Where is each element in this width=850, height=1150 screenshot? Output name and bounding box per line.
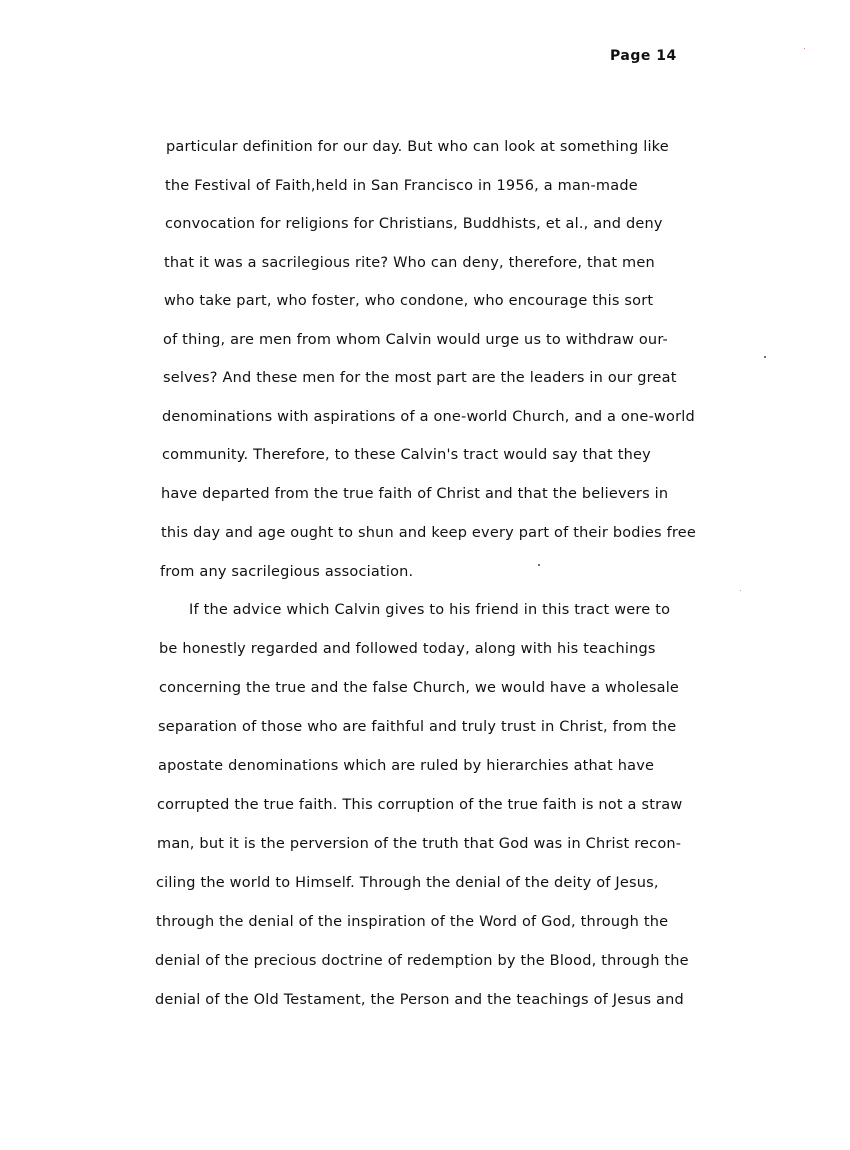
paragraph-2-line-6: corrupted the true faith. This corruption of the true faith is not a straw [157,797,683,813]
scan-speck [740,590,741,591]
paragraph-2-line-1: If the advice which Calvin gives to his friend in this tract were to [189,602,671,618]
paragraph-1-line-2: the Festival of Faith,held in San Francisco in 1956, a man-made [165,178,638,194]
paragraph-1-line-5: who take part, who foster, who condone, who encourage this sort [164,293,654,309]
paragraph-1-line-4: that it was a sacrilegious rite? Who can deny, therefore, that men [164,255,655,271]
paragraph-1-line-8: denominations with aspirations of a one-world Church, and a one-world [162,409,695,425]
paragraph-2-line-5: apostate denominations which are ruled by hierarchies athat have [158,758,655,774]
scan-speck [764,356,766,358]
paragraph-2-line-2: be honestly regarded and followed today, along with his teachings [159,641,656,657]
paragraph-1-line-9: community. Therefore, to these Calvin's tract would say that they [162,447,651,463]
paragraph-1-line-11: this day and age ought to shun and keep every part of their bodies free [161,525,697,541]
paragraph-2-line-4: separation of those who are faithful and truly trust in Christ, from the [158,719,677,735]
paragraph-2-line-9: through the denial of the inspiration of the Word of God, through the [156,914,669,930]
paragraph-2-line-7: man, but it is the perversion of the truth that God was in Christ recon- [157,836,682,852]
page-number: Page 14 [610,48,677,64]
paragraph-1-line-6: of thing, are men from whom Calvin would urge us to withdraw our- [163,332,668,348]
paragraph-1-line-3: convocation for religions for Christians, Buddhists, et al., and deny [165,216,663,232]
paragraph-1-line-10: have departed from the true faith of Christ and that the believers in [161,486,669,502]
paragraph-2-line-3: concerning the true and the false Church, we would have a wholesale [159,680,680,696]
paragraph-2-line-11: denial of the Old Testament, the Person and the teachings of Jesus and [155,992,684,1008]
paragraph-2-line-10: denial of the precious doctrine of redemption by the Blood, through the [155,953,689,969]
scan-speck [804,48,805,49]
paragraph-1-line-1: particular definition for our day. But who can look at something like [166,139,669,155]
paragraph-1-line-12: from any sacrilegious association. [160,564,414,580]
scan-speck [538,564,540,566]
paragraph-1-line-7: selves? And these men for the most part are the leaders in our great [163,370,677,386]
paragraph-2-line-8: ciling the world to Himself. Through the denial of the deity of Jesus, [156,875,659,891]
